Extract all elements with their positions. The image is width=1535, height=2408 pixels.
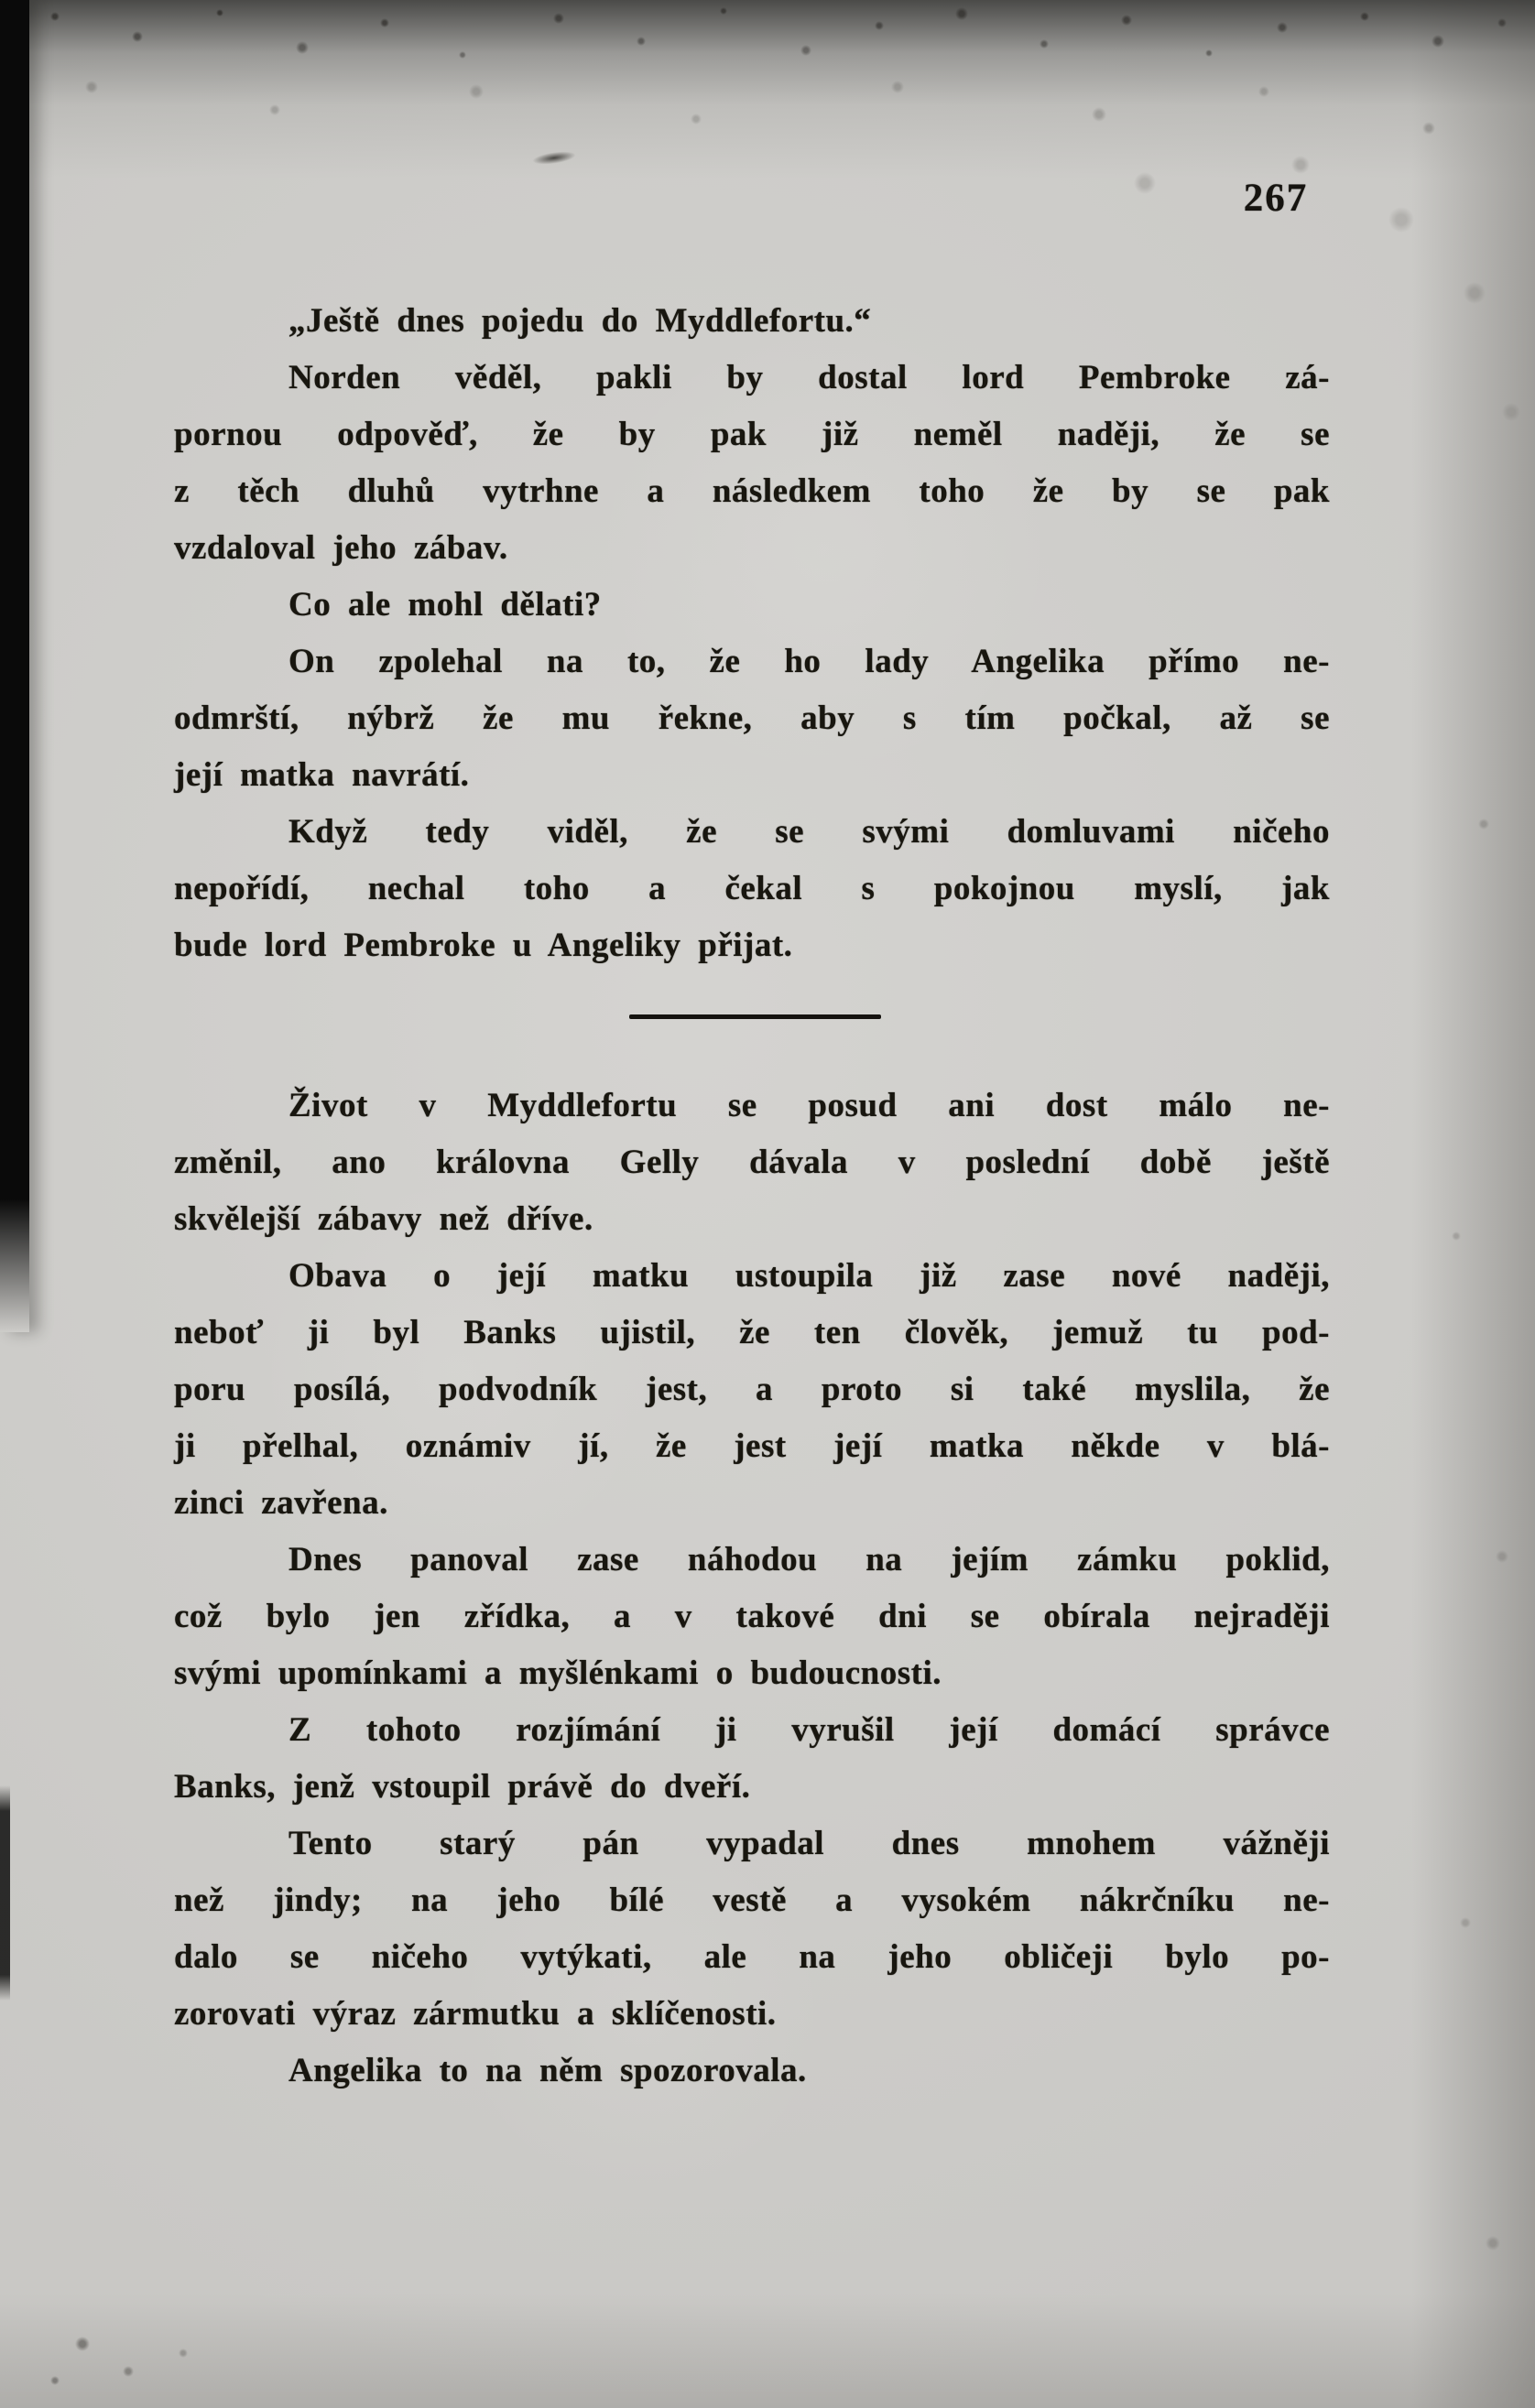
- text-line: bude lord Pembroke u Angeliky přijat.: [174, 927, 793, 964]
- text-line: neboť ji byl Banks ujistil, že ten člověk, jemuž tu pod-: [174, 1314, 1330, 1351]
- text-line: nepořídí, nechal toho a čekal s pokojnou myslí, jak: [174, 870, 1330, 907]
- text-line: On zpolehal na to, že ho lady Angelika přímo ne-: [288, 643, 1330, 680]
- text-line: zorovati výraz zármutku a sklíčenosti.: [174, 1995, 777, 2033]
- text-line: Když tedy viděl, že se svými domluvami ničeho: [288, 813, 1330, 851]
- ink-smudge: [523, 146, 585, 169]
- book-binding-shadow-lower: [0, 1785, 10, 2001]
- text-line: z těch dluhů vytrhne a následkem toho že by se pak: [174, 472, 1330, 510]
- text-line: Dnes panoval zase náhodou na jejím zámku poklid,: [288, 1541, 1330, 1578]
- text-line: odmrští, nýbrž že mu řekne, aby s tím počkal, až se: [174, 700, 1330, 737]
- text-line: Banks, jenž vstoupil právě do dveří.: [174, 1768, 751, 1806]
- section-divider: [629, 1014, 881, 1019]
- text-line: Angelika to na něm spozorovala.: [288, 2052, 807, 2089]
- text-line: skvělejší zábavy než dříve.: [174, 1200, 593, 1238]
- text-line: Norden věděl, pakli by dostal lord Pembroke zá-: [288, 359, 1330, 396]
- book-binding-shadow: [0, 0, 29, 1332]
- text-line: což bylo jen zřídka, a v takové dni se obírala nejraději: [174, 1598, 1330, 1635]
- text-line: než jindy; na jeho bílé vestě a vysokém nákrčníku ne-: [174, 1882, 1330, 1919]
- text-line: „Ještě dnes pojedu do Myddlefortu.“: [288, 302, 872, 340]
- section-2: [174, 1078, 1330, 2099]
- text-line: zinci zavřena.: [174, 1484, 388, 1522]
- text-line: svými upomínkami a myšlénkami o budoucnosti.: [174, 1654, 942, 1692]
- text-line: vzdaloval jeho zábav.: [174, 529, 508, 567]
- page-text: [174, 293, 1330, 2099]
- page-number: 267: [1243, 177, 1309, 220]
- text-line: poru posílá, podvodník jest, a proto si také myslila, že: [174, 1371, 1330, 1408]
- text-line: ji přelhal, oznámiv jí, že jest její matka někde v blá-: [174, 1427, 1330, 1465]
- text-line: Život v Myddlefortu se posud ani dost málo ne-: [288, 1087, 1330, 1124]
- text-line: dalo se ničeho vytýkati, ale na jeho obličeji bylo po-: [174, 1938, 1330, 1976]
- text-line: pornou odpověď, že by pak již neměl naději, že se: [174, 416, 1330, 453]
- text-line: Tento starý pán vypadal dnes mnohem vážněji: [288, 1825, 1330, 1862]
- text-line: změnil, ano královna Gelly dávala v poslední době ještě: [174, 1144, 1330, 1181]
- text-line: Z tohoto rozjímání ji vyrušil její domácí správce: [288, 1711, 1330, 1749]
- section-1: [174, 293, 1330, 974]
- text-line: Co ale mohl dělati?: [288, 586, 602, 624]
- text-line: Obava o její matku ustoupila již zase nové naději,: [288, 1257, 1330, 1295]
- text-line: její matka navrátí.: [174, 756, 470, 794]
